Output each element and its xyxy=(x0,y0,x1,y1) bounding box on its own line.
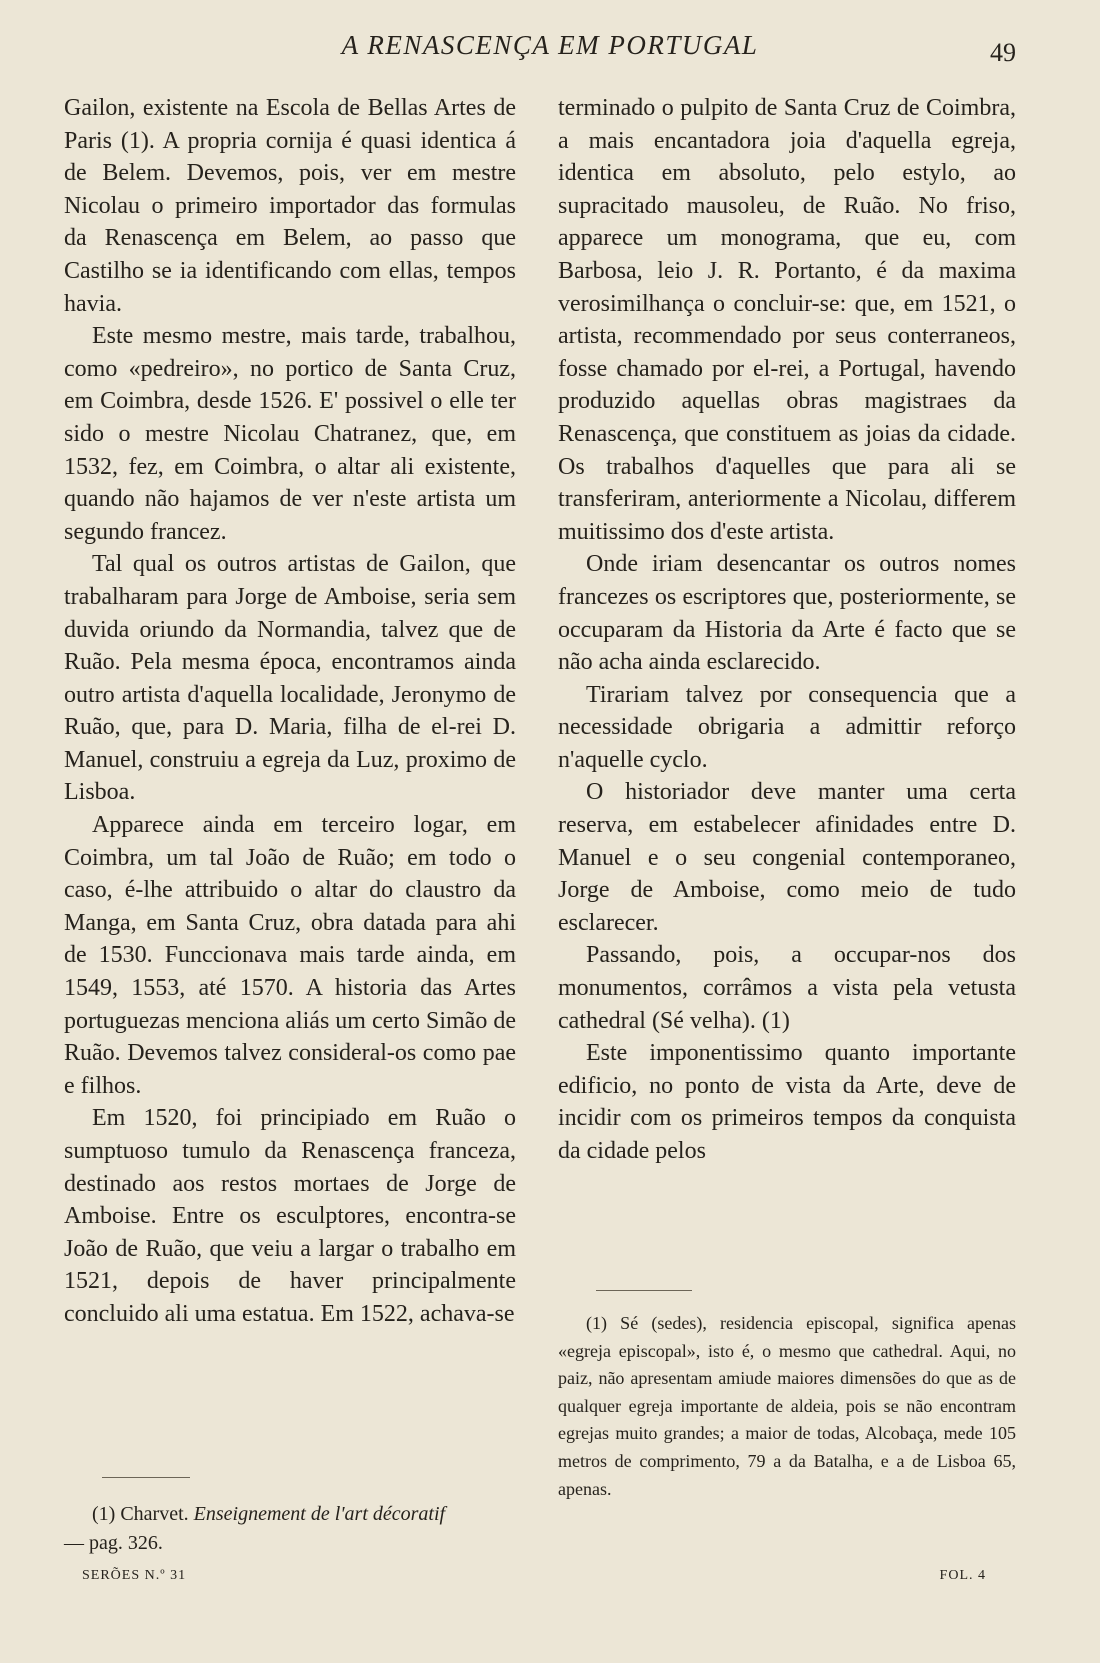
footnote-divider xyxy=(596,1290,692,1291)
paragraph: terminado o pulpito de Santa Cruz de Coimbra, a mais encantadora joia d'aquella egreja, identica em absoluto, pelo estylo, ao supracitado mausoleu, de Ruão. No friso, apparece um monograma, que eu, com Barbosa, leio J. R. Portanto, é da maxima verosimilhança o concluir-se: que, em 1521, o artista, recommendado por seus conterraneos, fosse chamado por el-rei, a Portugal, havendo produzido aquellas obras magistraes da Renascença, que constituem as joias da cidade. Os trabalhos d'aquelles que para ali se transferiram, anteriormente a Nicolau, differem muitissimo dos d'este artista. xyxy=(558,95,1016,545)
paragraph: Em 1520, foi principiado em Ruão o sumptuoso tumulo da Renascença franceza, destinado aos restos mortaes de Jorge de Amboise. Entre os esculptores, encontra-se João de Ruão, que veiu a largar o trabalho em 1521, depois de haver principalmente concluido ali uma estatua. Em 1522, achava-se xyxy=(64,1105,516,1327)
paragraph: Gailon, existente na Escola de Bellas Artes de Paris (1). A propria cornija é quasi identica á de Belem. Devemos, pois, ver em mestre Nicolau o primeiro importador das formulas da Renascença em Belem, ao passo que Castilho se ia identificando com ellas, tempos havia. xyxy=(64,95,516,317)
paragraph: Onde iriam desencantar os outros nomes francezes os escriptores que, posteriormente, se occuparam da Historia da Arte é facto que se não acha ainda esclarecido. xyxy=(558,551,1016,676)
right-column xyxy=(558,92,1016,1168)
signature-mark: SERÕES N.º 31 xyxy=(82,1568,187,1583)
footnote-right: (1) Sé (sedes), residencia episcopal, significa apenas «egreja episcopal», isto é, o mesmo que cathedral. Aqui, no paiz, não apresentam amiude maiores dimensões do que as de qualquer egreja importante de aldeia, pois se não encontram egrejas muito grandes; a maior de todas, Alcobaça, mede 105 metros de comprimento, 79 a da Batalha, e a de Lisboa 65, apenas. xyxy=(558,1313,1016,1499)
footnote-left xyxy=(64,1500,524,1558)
paragraph: Este mesmo mestre, mais tarde, trabalhou, como «pedreiro», no portico de Santa Cruz, em Coimbra, desde 1526. E' possivel o elle ter sido o mestre Nicolau Chatranez, que, em 1532, fez, em Coimbra, o altar ali existente, quando não hajamos de ver n'este artista um segundo francez. xyxy=(64,323,516,545)
paragraph: O historiador deve manter uma certa reserva, em estabelecer afinidades entre D. Manuel e o seu congenial contemporaneo, Jorge de Amboise, como meio de tudo esclarecer. xyxy=(558,779,1016,936)
running-title: A RENASCENÇA EM PORTUGAL xyxy=(341,30,759,60)
paragraph: Tirariam talvez por consequencia que a necessidade obrigaria a admittir reforço n'aquelle cyclo. xyxy=(558,681,1016,773)
footnote-page: — pag. 326. xyxy=(64,1532,163,1554)
footnote-marker: (1) Charvet. xyxy=(92,1503,189,1525)
paragraph: Apparece ainda em terceiro logar, em Coimbra, um tal João de Ruão; em todo o caso, é-lhe attribuido o altar do claustro da Manga, em Santa Cruz, obra datada para ahi de 1530. Funccionava mais tarde ainda, em 1549, 1553, até 1570. A historia das Artes portuguezas menciona aliás um certo Simão de Ruão. Devemos talvez consideral-os como pae e filhos. xyxy=(64,812,516,1099)
paragraph: Passando, pois, a occupar-nos dos monumentos, corrâmos a vista pela vetusta cathedral (Sé velha). (1) xyxy=(558,942,1016,1034)
paragraph: Este imponentissimo quanto importante edificio, no ponto de vista da Arte, deve de incidir com os primeiros tempos da conquista da cidade pelos xyxy=(558,1040,1016,1164)
paragraph: Tal qual os outros artistas de Gailon, que trabalharam para Jorge de Amboise, seria sem duvida oriundo da Normandia, talvez que de Ruão. Pela mesma época, encontramos ainda outro artista d'aquella localidade, Jeronymo de Ruão, que, para D. Maria, filha de el-rei D. Manuel, construiu a egreja da Luz, proximo de Lisboa. xyxy=(64,551,516,806)
page-number: 49 xyxy=(990,38,1016,67)
footnote-divider xyxy=(102,1477,190,1478)
folio-mark: FOL. 4 xyxy=(939,1568,986,1583)
footnote-title: Enseignement de l'art décoratif xyxy=(193,1503,446,1525)
left-column xyxy=(64,92,516,1331)
